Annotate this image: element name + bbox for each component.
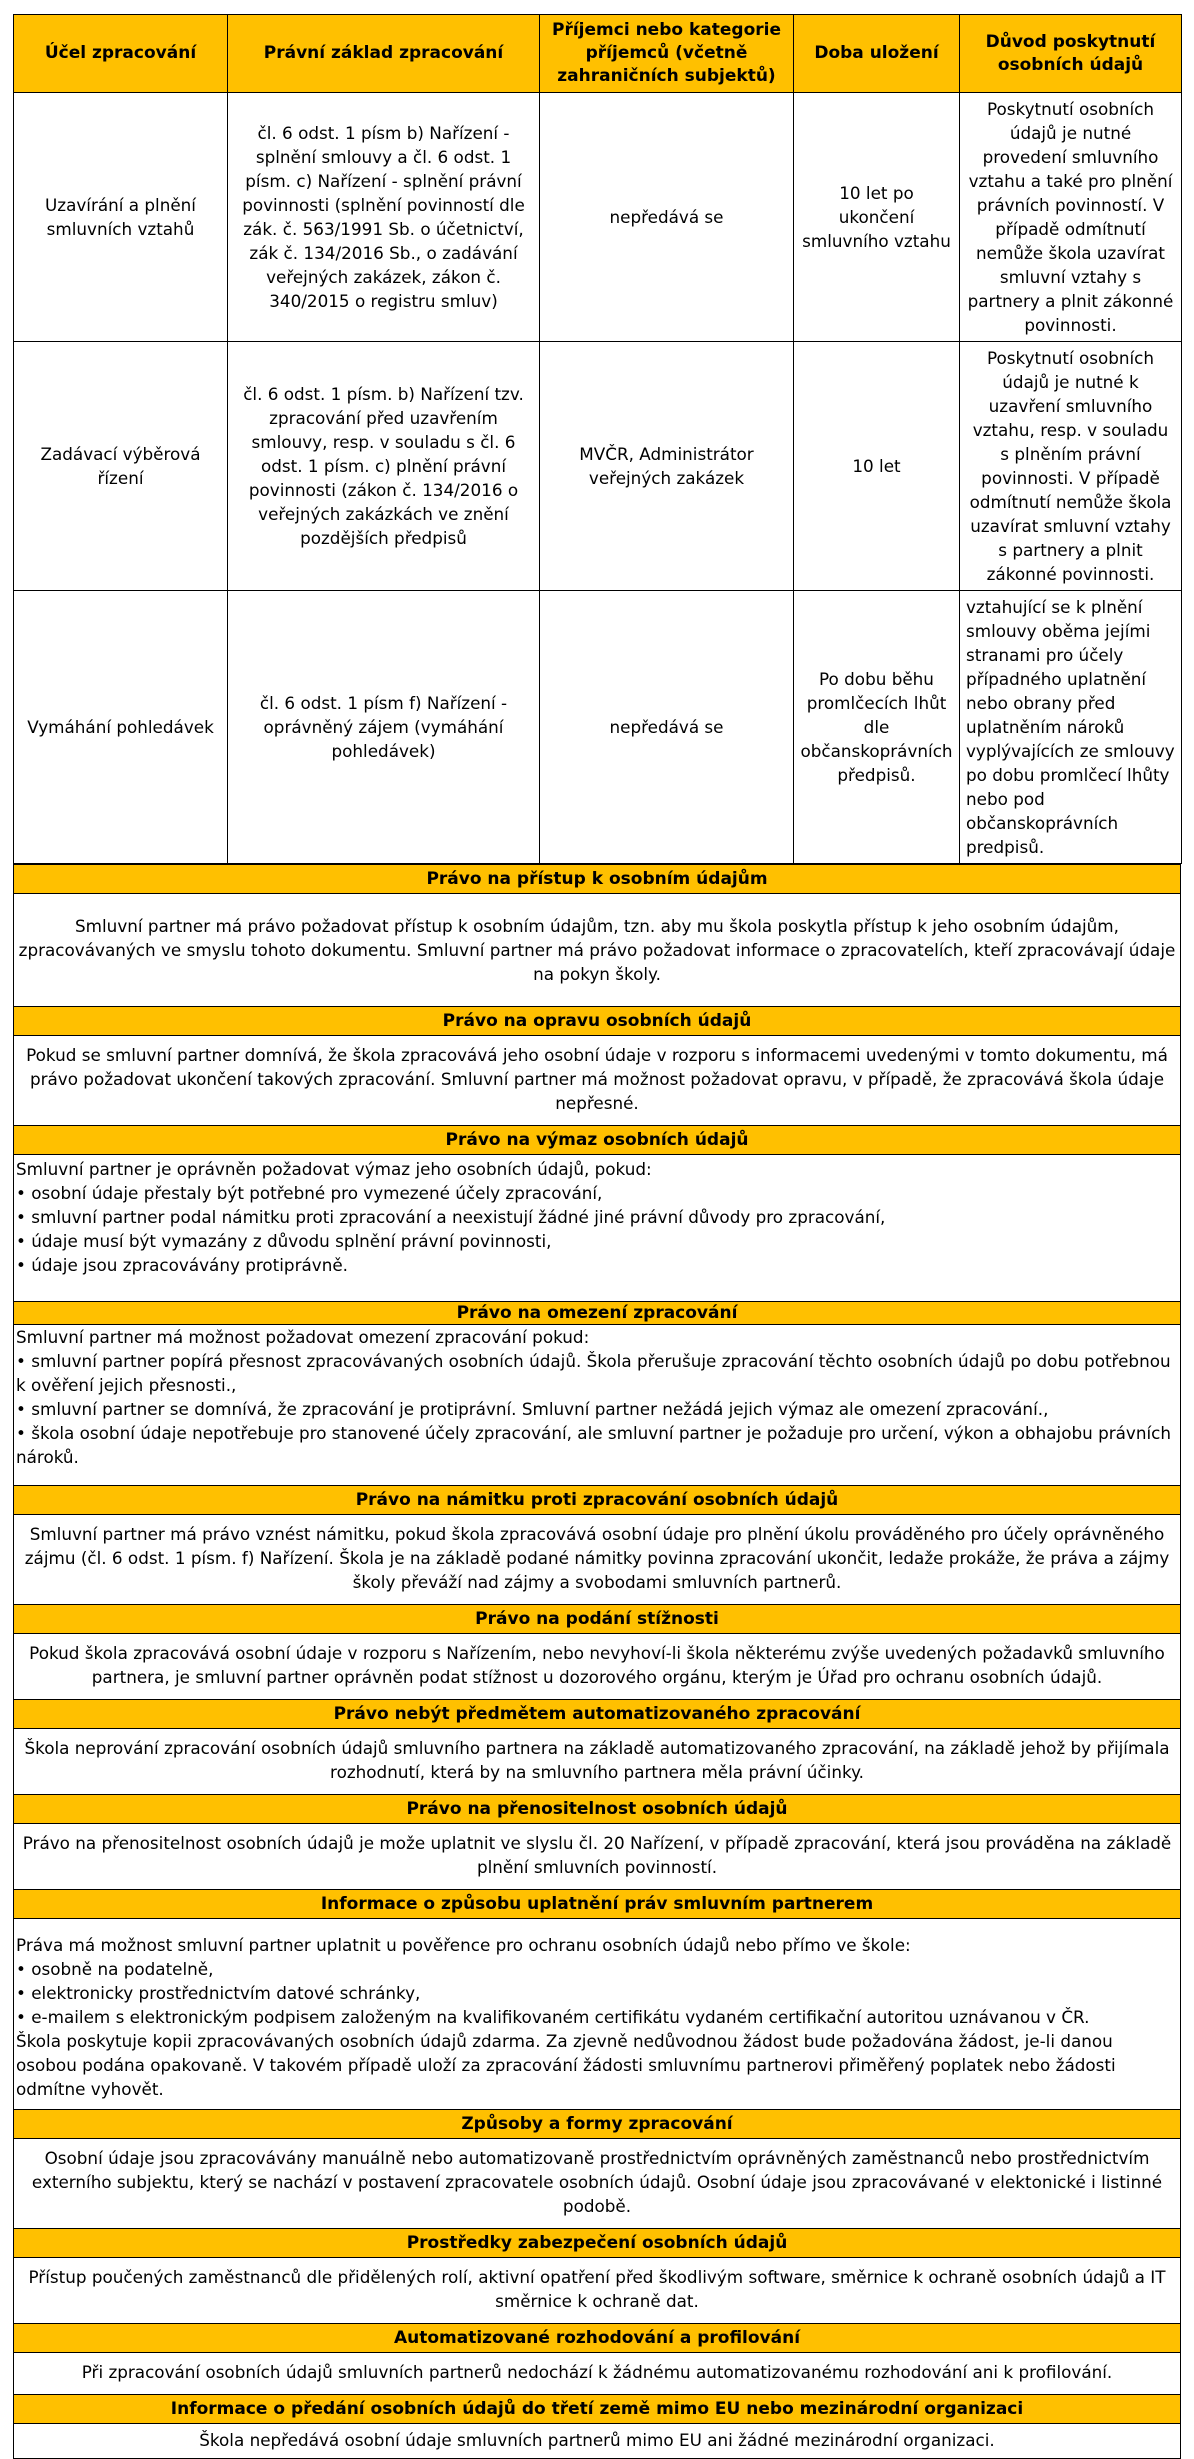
section-body [14,1325,1180,1485]
list-item: • osobně na podatelně, [16,1957,1176,1981]
section-automated [13,1699,1181,1794]
section-text: Smluvní partner má právo požadovat přístup k osobním údajům, tzn. aby mu škola poskytla přístup k jeho osobním údajům, zpracovávaných ve smyslu tohoto dokumentu. Smluvní partner má právo požadovat informace o zpracovatelích, kteří zpracovávají údaje na pokyn školy. [18,916,1176,984]
section-text: Pokud se smluvní partner domnívá, že škola zpracovává jeho osobní údaje v rozporu s informacemi uvedenými v tomto dokumentu, má právo požadovat ukončení takových zpracování. Smluvní partner má možnost požadovat opravu, v případě, že zpracovává škola údaje nepřesné. [26,1045,1168,1113]
section-rectification [13,1006,1181,1125]
gdpr-document [13,14,1181,2459]
cell-reason: Poskytnutí osobních údajů je nutné k uzavření smluvního vztahu, resp. v souladu s plněním právní povinnosti. V případě odmítnutí nemůže škola uzavírat smluvní vztahy s partnery a plnit zákonné povinnosti. [960,342,1182,591]
cell-legal-basis: čl. 6 odst. 1 písm b) Nařízení - splnění smlouvy a čl. 6 odst. 1 písm. c) Nařízení - splnění právní povinnosti (splnění povinností dle zák. č. 563/1991 Sb. o účetnictví, zák č. 134/2016 Sb., o zadávání veřejných zakázek, zákon č. 340/2015 o registru smluv) [228,93,540,342]
section-title: Právo na podání stížnosti [14,1604,1180,1634]
list-item: • osobní údaje přestaly být potřebné pro vymezené účely zpracování, [16,1181,1176,1205]
list-item: • škola osobní údaje nepotřebuje pro stanovené účely zpracování, ale smluvní partner je požaduje pro určení, výkon a obhajobu právních nároků. [16,1421,1176,1469]
section-restriction [13,1301,1181,1485]
table-row [14,342,1182,591]
table-row [14,93,1182,342]
section-text: Pokud škola zpracovává osobní údaje v rozporu s Nařízením, nebo nevyhoví-li škola některému zvýše uvedených požadavků smluvního partnera, je smluvní partner oprávněn podat stížnost u dozorového orgánu, kterým je Úřad pro ochranu osobních údajů. [29,1643,1165,1687]
list-item: • elektronicky prostřednictvím datové schránky, [16,1981,1176,2005]
table-row [14,591,1182,864]
section-exercise [13,1889,1181,2109]
col-header-recipients: Příjemci nebo kategorie příjemců (včetně zahraničních subjektů) [540,15,794,93]
list-item: • smluvní partner podal námitku proti zpracování a neexistují žádné jiné právní důvody pro zpracování, [16,1205,1176,1229]
col-header-legal-basis: Právní základ zpracování [228,15,540,93]
section-transfer [13,2394,1181,2459]
section-title: Právo na opravu osobních údajů [14,1006,1180,1036]
section-erasure [13,1125,1181,1301]
section-text: Při zpracování osobních údajů smluvních partnerů nedochází k žádnému automatizovanému rozhodování ani k profilování. [81,2362,1113,2382]
section-security [13,2228,1181,2323]
section-outro: Škola poskytuje kopii zpracovávaných osobních údajů zdarma. Za zjevně nedůvodnou žádost bude požadována žádost, je-li danou osobou podána opakovaně. V takovém případě uloží za zpracování žádosti smluvnímu partnerovi přiměřený poplatek nebo žádosti odmítne vyhovět. [16,2031,1116,2099]
cell-reason: vztahující se k plnění smlouvy oběma jejími stranami pro účely případného uplatnění nebo obrany před uplatněním nároků vyplývajících ze smlouvy po dobu promlčecí lhůty nebo pod občanskoprávních predpisů. [960,591,1182,864]
section-title: Prostředky zabezpečení osobních údajů [14,2228,1180,2258]
section-body [14,1919,1180,2109]
section-complaint [13,1604,1181,1699]
cell-retention: Po dobu běhu promlčecích lhůt dle občanskoprávních předpisů. [794,591,960,864]
section-intro: Práva má možnost smluvní partner uplatnit u pověřence pro ochranu osobních údajů nebo přímo ve škole: [16,1935,911,1955]
section-title: Automatizované rozhodování a profilování [14,2323,1180,2353]
section-title: Právo na výmaz osobních údajů [14,1125,1180,1155]
list-item: • údaje jsou zpracovávány protiprávně. [16,1253,1176,1277]
section-text: Škola neprování zpracování osobních údajů smluvního partnera na základě automatizovaného zpracování, na základě jehož by přijímala rozhodnutí, která by na smluvního partnera měla právní účinky. [24,1738,1170,1782]
table-header-row [14,15,1182,93]
col-header-purpose: Účel zpracování [14,15,228,93]
section-text: Osobní údaje jsou zpracovávány manuálně nebo automatizovaně prostřednictvím oprávněných zaměstnanců nebo prostřednictvím externího subjektu, který se nachází v postavení zpracovatele osobních údajů. Osobní údaje jsou zpracovávané v elektonické i listinné podobě. [31,2148,1163,2216]
col-header-reason: Důvod poskytnutí osobních údajů [960,15,1182,93]
section-objection [13,1485,1181,1604]
list-item: • údaje musí být vymazány z důvodu splnění právní povinnosti, [16,1229,1176,1253]
section-title: Právo na omezení zpracování [14,1301,1180,1325]
cell-retention: 10 let [794,342,960,591]
section-title: Informace o předání osobních údajů do třetí země mimo EU nebo mezinárodní organizaci [14,2394,1180,2424]
section-title: Právo na přístup k osobním údajům [14,864,1180,894]
cell-purpose: Uzavírání a plnění smluvních vztahů [14,93,228,342]
list-item: • smluvní partner popírá přesnost zpracovávaných osobních údajů. Škola přerušuje zpracování těchto osobních údajů po dobu potřebnou k ověření jejich přesnosti., [16,1349,1176,1397]
section-text: Škola nepředává osobní údaje smluvních partnerů mimo EU ani žádné mezinárodní organizaci. [199,2430,995,2450]
bullet-list [16,1349,1176,1469]
section-title: Způsoby a formy zpracování [14,2109,1180,2139]
cell-legal-basis: čl. 6 odst. 1 písm. b) Nařízení tzv. zpracování před uzavřením smlouvy, resp. v souladu s čl. 6 odst. 1 písm. c) plnění právní povinnosti (zákon č. 134/2016 o veřejných zakázkách ve znění pozdějších předpisů [228,342,540,591]
list-item: • e-mailem s elektronickým podpisem založeným na kvalifikovaném certifikátu vydaném certifikační autoritou uznávanou v ČR. [16,2005,1176,2029]
section-title: Právo nebýt předmětem automatizovaného zpracování [14,1699,1180,1729]
cell-reason: Poskytnutí osobních údajů je nutné provedení smluvního vztahu a také pro plnění právních povinností. V případě odmítnutí nemůže škola uzavírat smluvní vztahy s partnery a plnit zákonné povinnosti. [960,93,1182,342]
bullet-list [16,1957,1176,2029]
section-text: Právo na přenositelnost osobních údajů je može uplatnit ve slyslu čl. 20 Nařízení, v případě zpracování, která jsou prováděna na základě plnění smluvních povinností. [22,1833,1172,1877]
list-item: • smluvní partner se domnívá, že zpracování je protiprávní. Smluvní partner nežádá jejich výmaz ale omezení zpracování., [16,1397,1176,1421]
section-title: Právo na přenositelnost osobních údajů [14,1794,1180,1824]
bullet-list [16,1181,1176,1277]
cell-recipients: MVČR, Administrátor veřejných zakázek [540,342,794,591]
col-header-retention: Doba uložení [794,15,960,93]
cell-purpose: Zadávací výběrová řízení [14,342,228,591]
section-intro: Smluvní partner má možnost požadovat omezení zpracování pokud: [16,1327,590,1347]
section-text: Přístup poučených zaměstnanců dle přidělených rolí, aktivní opatření před škodlivým software, směrnice k ochraně osobních údajů a IT směrnice k ochraně dat. [28,2267,1166,2311]
section-title: Právo na námitku proti zpracování osobních údajů [14,1485,1180,1515]
cell-recipients: nepředává se [540,591,794,864]
cell-retention: 10 let po ukončení smluvního vztahu [794,93,960,342]
section-profiling [13,2323,1181,2394]
section-text: Smluvní partner má právo vznést námitku, pokud škola zpracovává osobní údaje pro plnění úkolu prováděného pro účely oprávněného zájmu (čl. 6 odst. 1 písm. f) Nařízení. Škola je na základě podané námitky povinna zpracování ukončit, ledaže prokáže, že práva a zájmy školy převáží nad zájmy a svobodami smluvních partnerů. [24,1524,1170,1592]
section-access [13,864,1181,1006]
cell-recipients: nepředává se [540,93,794,342]
section-methods [13,2109,1181,2228]
cell-purpose: Vymáhání pohledávek [14,591,228,864]
section-intro: Smluvní partner je oprávněn požadovat výmaz jeho osobních údajů, pokud: [16,1159,652,1179]
cell-legal-basis: čl. 6 odst. 1 písm f) Nařízení - oprávněný zájem (vymáhání pohledávek) [228,591,540,864]
section-portability [13,1794,1181,1889]
section-title: Informace o způsobu uplatnění práv smluvním partnerem [14,1889,1180,1919]
processing-table [13,14,1182,864]
section-body [14,1155,1180,1301]
